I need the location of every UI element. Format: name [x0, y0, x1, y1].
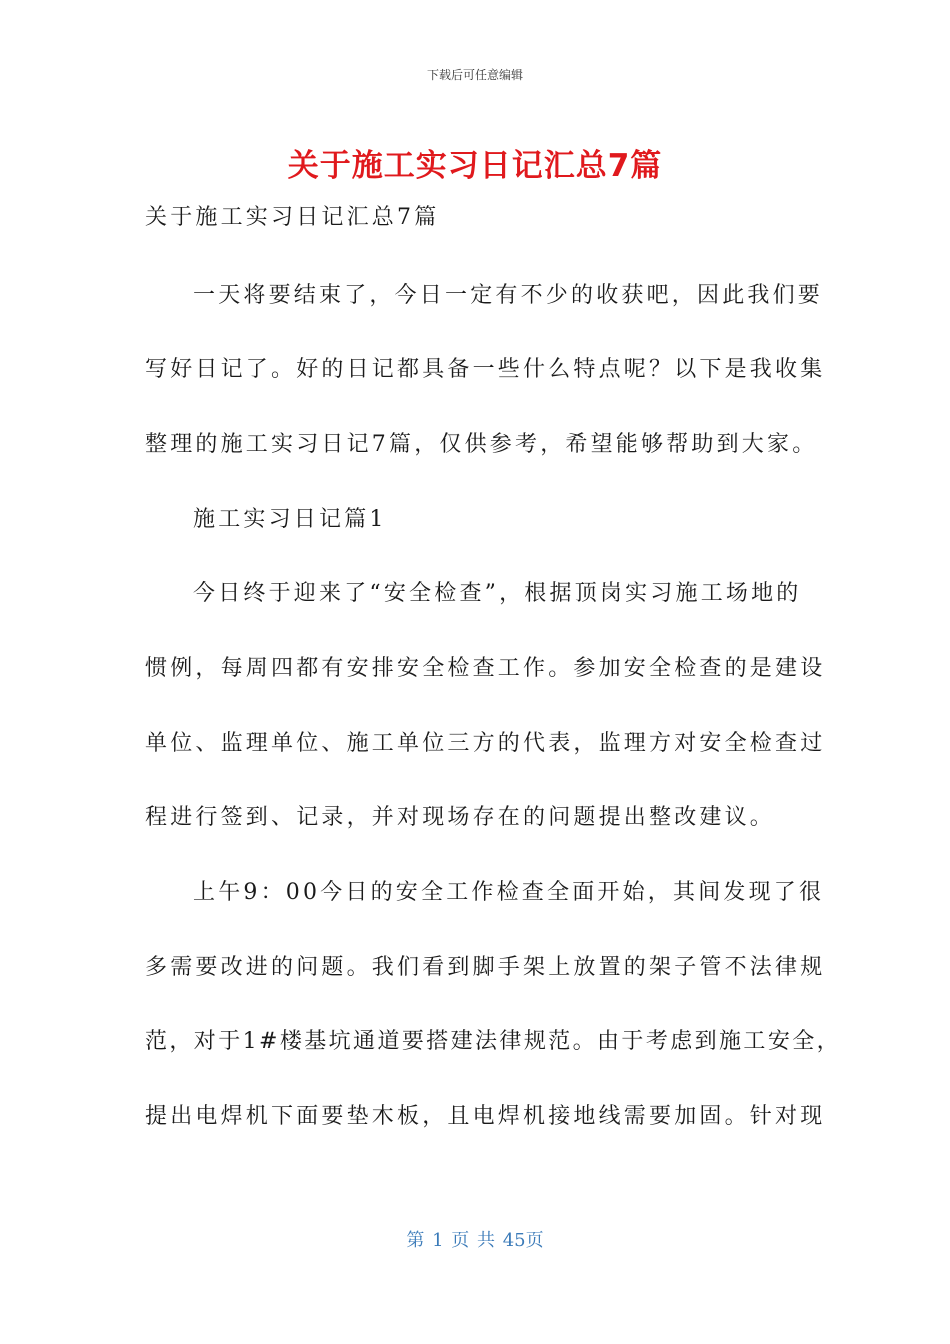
paragraph-line: 一天将要结束了，今日一定有不少的收获吧，因此我们要	[193, 283, 824, 308]
paragraph-line: 单位、监理单位、施工单位三方的代表，监理方对安全检查过	[145, 731, 826, 756]
document-title: 关于施工实习日记汇总7篇	[287, 148, 663, 184]
paragraph-line: 上午9：00今日的安全工作检查全面开始，其间发现了很	[193, 880, 825, 905]
paragraph-line: 今日终于迎来了“安全检查”，根据顶岗实习施工场地的	[193, 581, 802, 606]
page-header-note: 下载后可任意编辑	[426, 68, 523, 82]
paragraph-line: 惯例，每周四都有安排安全检查工作。参加安全检查的是建设	[145, 656, 826, 681]
paragraph-line: 多需要改进的问题。我们看到脚手架上放置的架子管不法律规	[145, 955, 826, 980]
paragraph-line: 提出电焊机下面要垫木板，且电焊机接地线需要加固。针对现	[145, 1104, 826, 1129]
paragraph-line: 范，对于1#楼基坑通道要搭建法律规范。由于考虑到施工安全，	[145, 1029, 842, 1054]
section-heading: 施工实习日记篇1	[193, 507, 387, 532]
paragraph-line: 写好日记了。好的日记都具备一些什么特点呢？以下是我收集	[145, 357, 826, 382]
paragraph-line: 程进行签到、记录，并对现场存在的问题提出整改建议。	[145, 805, 776, 830]
paragraph-line: 整理的施工实习日记7篇，仅供参考，希望能够帮助到大家。	[145, 432, 818, 457]
document-subtitle: 关于施工实习日记汇总7篇	[145, 205, 440, 230]
page-number-footer: 第 1 页 共 45页	[406, 1230, 544, 1251]
